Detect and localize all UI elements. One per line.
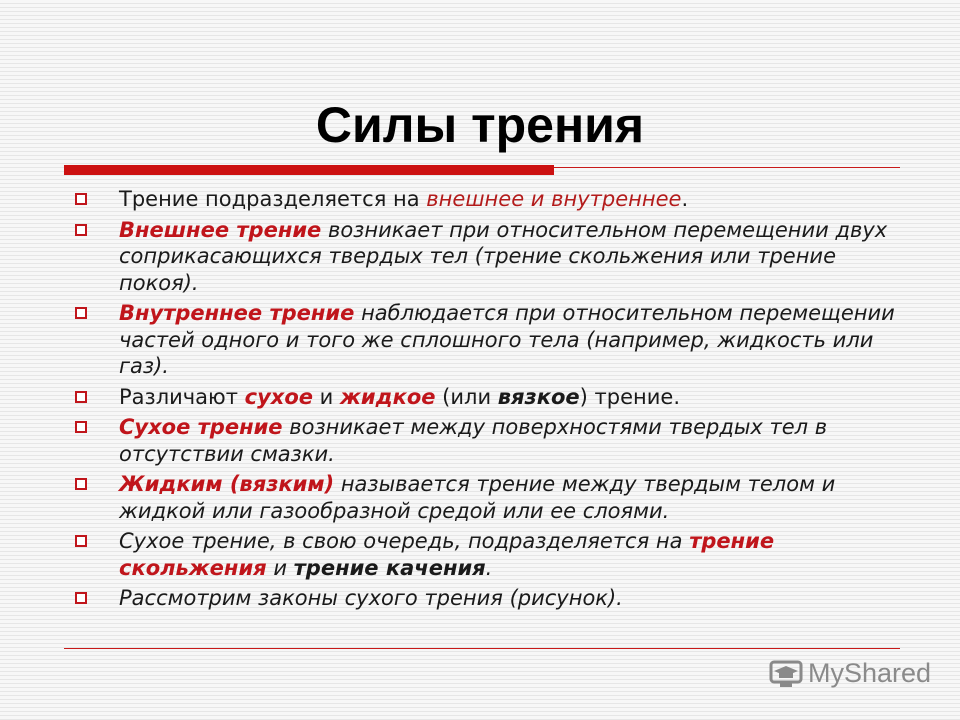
- term: жидкое: [340, 384, 436, 409]
- highlight-text: внешнее и внутреннее: [426, 187, 682, 211]
- term: трение скольжения: [119, 529, 775, 580]
- list-item: Жидким (вязким) называется трение между твердым телом и жидкой или газообразной средой или ее слоями.: [72, 471, 912, 524]
- bullet-list: [72, 186, 912, 616]
- term: Жидким (вязким): [119, 472, 335, 496]
- term: Внутреннее трение: [119, 301, 355, 325]
- square-bullet-icon: [75, 478, 87, 490]
- square-bullet-icon: [75, 224, 87, 236]
- list-item: Рассмотрим законы сухого трения (рисунок).: [72, 585, 912, 612]
- list-item: Сухое трение, в свою очередь, подразделяется на трение скольжения и трение качения.: [72, 528, 912, 581]
- list-item: Внешнее трение возникает при относительном перемещении двух соприкасающихся твердых тел (трение скольжения или трение покоя).: [72, 217, 912, 297]
- watermark-logo: [768, 656, 931, 690]
- footer-divider: [64, 648, 900, 649]
- square-bullet-icon: [75, 592, 87, 604]
- term: Сухое трение: [119, 415, 283, 439]
- square-bullet-icon: [75, 391, 87, 403]
- title-underline-red: [64, 165, 554, 175]
- term: трение качения: [293, 555, 486, 580]
- square-bullet-icon: [75, 421, 87, 433]
- list-item: Сухое трение возникает между поверхностями твердых тел в отсутствии смазки.: [72, 414, 912, 467]
- term: сухое: [244, 384, 313, 409]
- list-item: Трение подразделяется на внешнее и внутреннее.: [72, 186, 912, 213]
- square-bullet-icon: [75, 193, 87, 205]
- list-item: Различают сухое и жидкое (или вязкое) трение.: [72, 384, 912, 411]
- term: Внешнее трение: [119, 217, 322, 242]
- square-bullet-icon: [75, 535, 87, 547]
- term: вязкое: [497, 384, 580, 409]
- square-bullet-icon: [75, 307, 87, 319]
- list-item: Внутреннее трение наблюдается при относительном перемещении частей одного и того же сплошного тела (например, жидкость или газ).: [72, 300, 912, 380]
- watermark-text: MyShared: [808, 657, 932, 688]
- slide-title: Силы трения: [315, 97, 645, 153]
- mortarboard-icon: [768, 656, 804, 690]
